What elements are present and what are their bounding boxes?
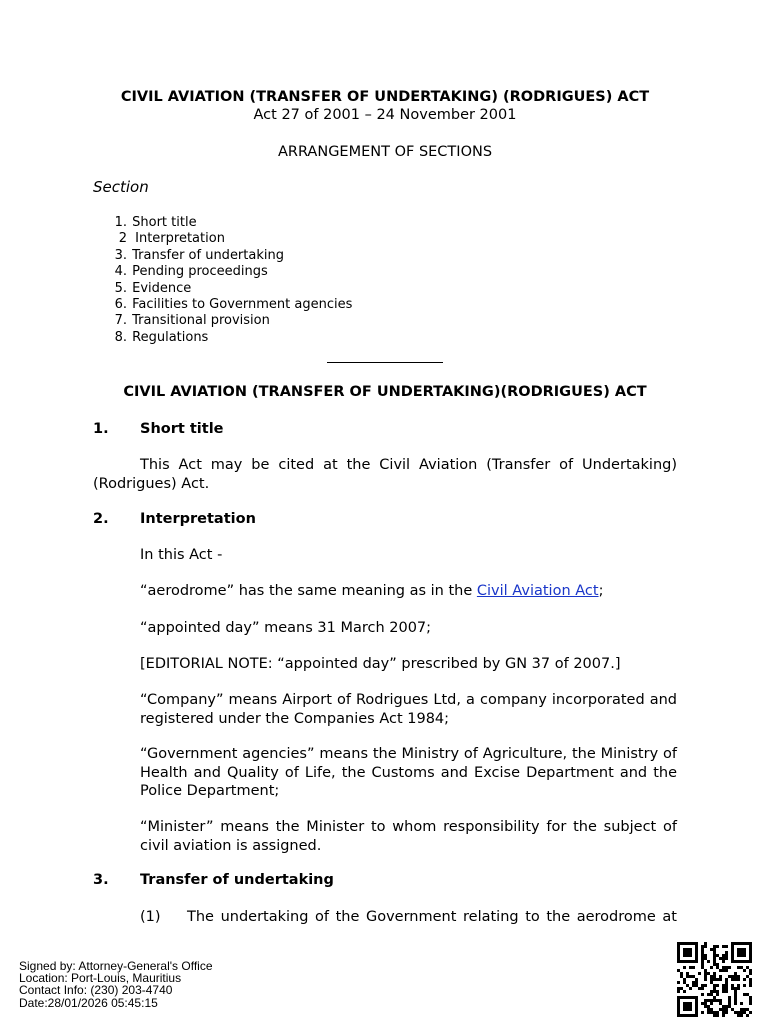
section-2-heading: Interpretation bbox=[140, 511, 256, 527]
definition-aerodrome-text: “aerodrome” has the same meaning as in the bbox=[140, 583, 477, 599]
signature-date: Date:28/01/2026 05:45:15 bbox=[19, 995, 158, 1010]
toc-number: 8. bbox=[114, 329, 127, 345]
act-number-date: Act 27 of 2001 – 24 November 2001 bbox=[253, 107, 517, 123]
toc-label: Short title bbox=[132, 215, 197, 230]
section-1-heading: Short title bbox=[140, 421, 224, 437]
toc-label: Pending proceedings bbox=[132, 264, 268, 280]
signature-block bbox=[19, 960, 213, 1009]
civil-aviation-act-link[interactable]: Civil Aviation Act bbox=[476, 583, 599, 599]
toc-number: 1. bbox=[114, 215, 127, 230]
toc-number: 6. bbox=[114, 297, 127, 313]
toc-item bbox=[108, 264, 352, 280]
toc-item bbox=[108, 313, 352, 329]
toc-label: Transfer of undertaking bbox=[132, 247, 284, 263]
act-title: CIVIL AVIATION (TRANSFER OF UNDERTAKING) (RODRIGUES) ACT bbox=[120, 89, 650, 105]
separator-rule bbox=[327, 362, 443, 363]
toc-item bbox=[108, 281, 352, 297]
toc-item bbox=[108, 215, 352, 231]
section-1-number: 1. bbox=[93, 421, 109, 437]
toc-number: 5. bbox=[114, 280, 127, 296]
definition-government-agencies: “Government agencies” means the Ministry of Agriculture, the Ministry of Health and Quality of Life, the Customs and Excise Department and the Police Department; bbox=[140, 746, 677, 799]
definition-aerodrome-end: ; bbox=[598, 583, 604, 599]
qr-code bbox=[677, 942, 752, 1017]
editorial-note: [EDITORIAL NOTE: “appointed day” prescribed by GN 37 of 2007.] bbox=[140, 656, 621, 672]
section-label: Section bbox=[93, 178, 149, 196]
toc-item bbox=[108, 248, 352, 264]
act-body-title: CIVIL AVIATION (TRANSFER OF UNDERTAKING)(RODRIGUES) ACT bbox=[123, 384, 647, 400]
toc-number: 4. bbox=[114, 264, 127, 280]
arrangement-heading: ARRANGEMENT OF SECTIONS bbox=[277, 144, 493, 160]
toc-label: Regulations bbox=[132, 329, 209, 345]
toc-label: Evidence bbox=[132, 280, 192, 296]
subsection-number: (1) bbox=[140, 909, 161, 925]
toc-number: 2 bbox=[118, 231, 127, 247]
interpretation-intro: In this Act - bbox=[140, 547, 223, 563]
signature-contact: Contact Info: (230) 203-4740 bbox=[19, 983, 173, 998]
subsection-text: The undertaking of the Government relating to the aerodrome at bbox=[187, 909, 677, 925]
section-3-number: 3. bbox=[93, 872, 109, 888]
section-2-number: 2. bbox=[93, 511, 109, 527]
signature-location: Location: Port-Louis, Mauritius bbox=[19, 971, 182, 986]
toc-label: Interpretation bbox=[135, 231, 225, 247]
toc-item bbox=[108, 297, 352, 313]
toc-label: Transitional provision bbox=[132, 313, 270, 329]
definition-company: “Company” means Airport of Rodrigues Ltd, a company incorporated and registered under the Companies Act 1984; bbox=[140, 692, 677, 727]
toc-label: Facilities to Government agencies bbox=[132, 297, 353, 313]
toc-item bbox=[108, 330, 352, 346]
definition-appointed-day: “appointed day” means 31 March 2007; bbox=[140, 620, 432, 636]
definition-minister: “Minister” means the Minister to whom responsibility for the subject of civil aviation is assigned. bbox=[140, 819, 677, 854]
signed-by: Signed by: Attorney-General's Office bbox=[19, 959, 213, 973]
toc-item bbox=[108, 231, 352, 247]
section-3-heading: Transfer of undertaking bbox=[140, 872, 334, 888]
toc-number: 3. bbox=[114, 247, 127, 263]
table-of-contents bbox=[108, 215, 352, 346]
section-1-text: This Act may be cited at the Civil Aviation (Transfer of Undertaking) (Rodrigues) Act. bbox=[93, 457, 677, 492]
definition-aerodrome bbox=[140, 582, 603, 601]
toc-number: 7. bbox=[114, 313, 127, 329]
